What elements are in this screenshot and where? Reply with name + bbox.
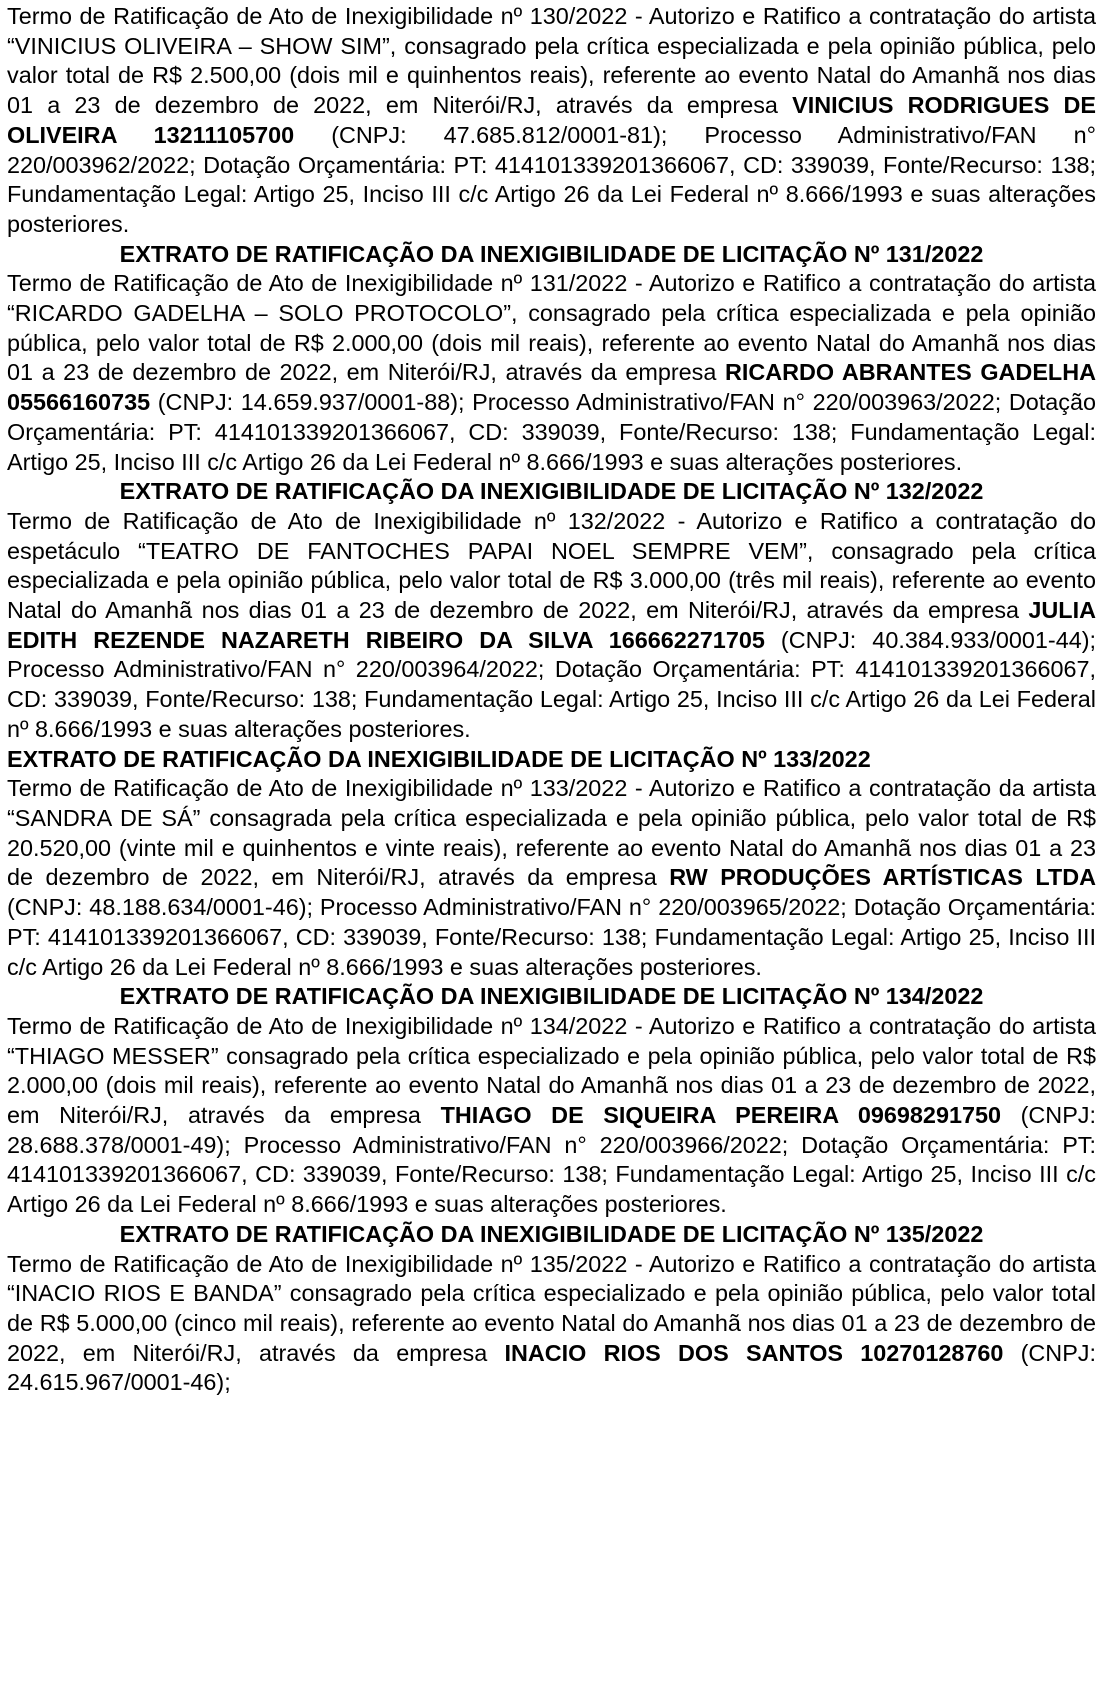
paragraph-text: (CNPJ: 40.384.933/0001-44); Processo Administrativo/FAN n° 220/003964/2022; Dotação Orçamentária: PT: 414101339201366067, CD: 339039, Fonte/Recurso: 138; Fundamentação Legal: Artigo 25, Inciso III c/c Artigo 26 da Lei Federal nº 8.666/1993 e suas alterações posteriores. <box>7 626 1097 742</box>
paragraph-text: (CNPJ: 28.688.378/0001-49); Processo Administrativo/FAN n° 220/003966/2022; Dotação Orçamentária: PT: 414101339201366067, CD: 339039, Fonte/Recurso: 138; Fundamentação Legal: Artigo 25, Inciso III c/c Artigo 26 da Lei Federal nº 8.666/1993 e suas alterações posteriores. <box>7 1102 1096 1218</box>
extract-paragraph-134 <box>7 1012 1096 1220</box>
company-name: THIAGO DE SIQUEIRA PEREIRA 09698291750 <box>440 1102 1001 1129</box>
extract-paragraph-133 <box>7 774 1096 982</box>
paragraph-text: (CNPJ: 47.685.812/0001-81); Processo Administrativo/FAN n° 220/003962/2022; Dotação Orçamentária: PT: 414101339201366067, CD: 339039, Fonte/Recurso: 138; Fundamentação Legal: Artigo 25, Inciso III c/c Artigo 26 da Lei Federal nº 8.666/1993 e suas alterações posteriores. <box>7 121 1096 237</box>
company-name: RICARDO ABRANTES GADELHA 05566160735 <box>7 359 1096 416</box>
paragraph-text: (CNPJ: 24.615.967/0001-46); <box>7 1339 1096 1396</box>
company-name: RW PRODUÇÕES ARTÍSTICAS LTDA <box>669 864 1096 891</box>
paragraph-text: Termo de Ratificação de Ato de Inexigibilidade nº 134/2022 - Autorizo e Ratifico a contratação do artista “THIAGO MESSER” consagrado pela crítica especializado e pela opinião pública, pelo valor total de R$ 2.000,00 (dois mil reais), referente ao evento Natal do Amanhã nos dias 01 a 23 de dezembro de 2022, em Niterói/RJ, através da empresa <box>7 1012 1096 1129</box>
extract-paragraph-131 <box>7 269 1096 477</box>
extract-heading-132: EXTRATO DE RATIFICAÇÃO DA INEXIGIBILIDADE DE LICITAÇÃO Nº 132/2022 <box>119 478 984 505</box>
paragraph-text: Termo de Ratificação de Ato de Inexigibilidade nº 133/2022 - Autorizo e Ratifico a contratação da artista “SANDRA DE SÁ” consagrada pela crítica especializada e pela opinião pública, pelo valor total de R$ 20.520,00 (vinte mil e quinhentos e vinte reais), referente ao evento Natal do Amanhã nos dias 01 a 23 de dezembro de 2022, em Niterói/RJ, através da empresa <box>7 775 1096 891</box>
extract-paragraph-135 <box>7 1250 1096 1399</box>
extract-paragraph-132 <box>7 507 1096 745</box>
extract-heading-135: EXTRATO DE RATIFICAÇÃO DA INEXIGIBILIDADE DE LICITAÇÃO Nº 135/2022 <box>119 1220 984 1247</box>
company-name: INACIO RIOS DOS SANTOS 10270128760 <box>504 1339 1004 1366</box>
extract-heading-134: EXTRATO DE RATIFICAÇÃO DA INEXIGIBILIDADE DE LICITAÇÃO Nº 134/2022 <box>119 983 984 1010</box>
extract-heading-133: EXTRATO DE RATIFICAÇÃO DA INEXIGIBILIDADE DE LICITAÇÃO Nº 133/2022 <box>7 745 871 772</box>
paragraph-text: (CNPJ: 48.188.634/0001-46); Processo Administrativo/FAN n° 220/003965/2022; Dotação Orçamentária: PT: 414101339201366067, CD: 339039, Fonte/Recurso: 138; Fundamentação Legal: Artigo 25, Inciso III c/c Artigo 26 da Lei Federal nº 8.666/1993 e suas alterações posteriores. <box>7 894 1096 980</box>
company-name: JULIA EDITH REZENDE NAZARETH RIBEIRO DA SILVA 166662271705 <box>7 597 1096 653</box>
document-page <box>7 2 1096 1398</box>
extract-heading-131: EXTRATO DE RATIFICAÇÃO DA INEXIGIBILIDADE DE LICITAÇÃO Nº 131/2022 <box>119 240 984 267</box>
paragraph-text: Termo de Ratificação de Ato de Inexigibilidade nº 135/2022 - Autorizo e Ratifico a contratação do artista “INACIO RIOS E BANDA” consagrado pela crítica especializado e pela opinião pública, pelo valor total de R$ 5.000,00 (cinco mil reais), referente ao evento Natal do Amanhã nos dias 01 a 23 de dezembro de 2022, em Niterói/RJ, através da empresa <box>7 1250 1096 1366</box>
paragraph-text: Termo de Ratificação de Ato de Inexigibilidade nº 132/2022 - Autorizo e Ratifico a contratação do espetáculo “TEATRO DE FANTOCHES PAPAI NOEL SEMPRE VEM”, consagrado pela crítica especializada e pela opinião pública, pelo valor total de R$ 3.000,00 (três mil reais), referente ao evento Natal do Amanhã nos dias 01 a 23 de dezembro de 2022, em Niterói/RJ, através da empresa <box>7 507 1096 624</box>
extract-paragraph-130 <box>7 2 1096 240</box>
company-name: VINICIUS RODRIGUES DE OLIVEIRA 13211105700 <box>7 92 1096 148</box>
paragraph-text: Termo de Ratificação de Ato de Inexigibilidade nº 131/2022 - Autorizo e Ratifico a contratação do artista “RICARDO GADELHA – SOLO PROTOCOLO”, consagrado pela crítica especializada e pela opinião pública, pelo valor total de R$ 2.000,00 (dois mil reais), referente ao evento Natal do Amanhã nos dias 01 a 23 de dezembro de 2022, em Niterói/RJ, através da empresa <box>7 270 1096 386</box>
paragraph-text: Termo de Ratificação de Ato de Inexigibilidade nº 130/2022 - Autorizo e Ratifico a contratação do artista “VINICIUS OLIVEIRA – SHOW SIM”, consagrado pela crítica especializada e pela opinião pública, pelo valor total de R$ 2.500,00 (dois mil e quinhentos reais), referente ao evento Natal do Amanhã nos dias 01 a 23 de dezembro de 2022, em Niterói/RJ, através da empresa <box>7 3 1096 119</box>
paragraph-text: (CNPJ: 14.659.937/0001-88); Processo Administrativo/FAN n° 220/003963/2022; Dotação Orçamentária: PT: 414101339201366067, CD: 339039, Fonte/Recurso: 138; Fundamentação Legal: Artigo 25, Inciso III c/c Artigo 26 da Lei Federal nº 8.666/1993 e suas alterações posteriores. <box>7 389 1096 475</box>
